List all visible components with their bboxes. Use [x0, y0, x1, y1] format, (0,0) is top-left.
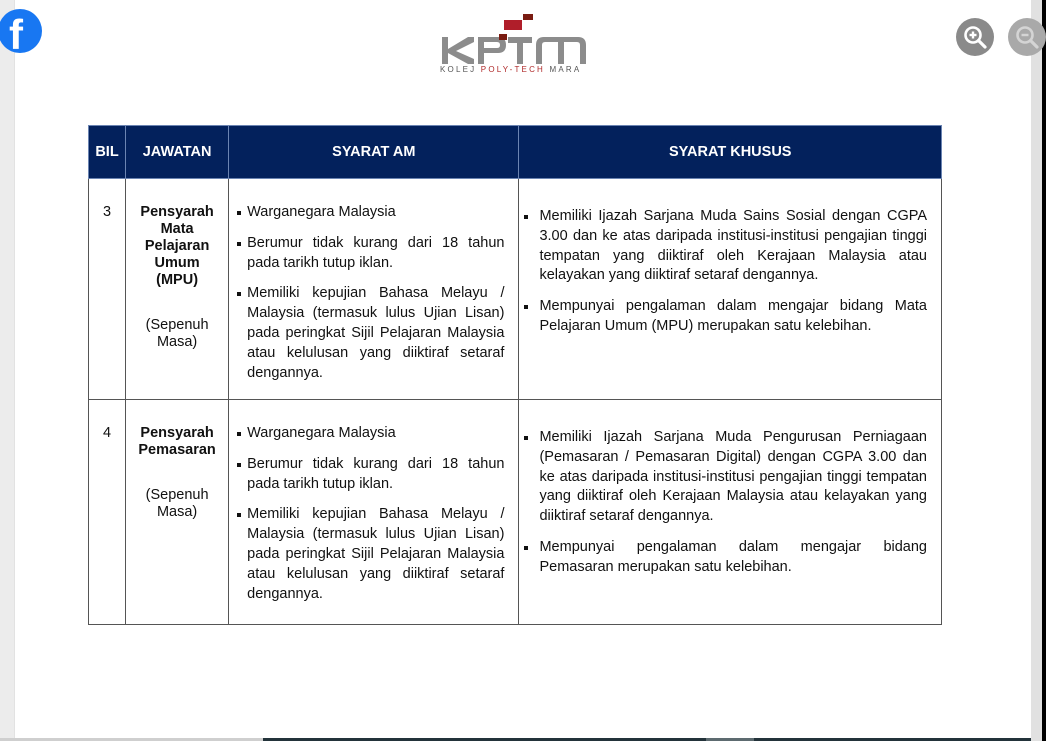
- kptm-logo-mark: [440, 12, 590, 64]
- employment-type-line: Masa): [156, 334, 198, 350]
- requirements-table: [88, 125, 942, 625]
- list-item: Warganegara Malaysia: [237, 424, 504, 444]
- zoom-in-icon: [962, 24, 988, 50]
- row-number: 3: [102, 204, 112, 220]
- cell-jawatan: [126, 179, 229, 400]
- list-item: Memiliki kepujian Bahasa Melayu / Malaysia (termasuk lulus Ujian Lisan) pada peringkat Sijil Pelajaran Malaysia atau kelulusan yang diiktiraf setaraf dengannya.: [237, 284, 504, 383]
- table-row: [89, 179, 942, 400]
- employment-type-line: (Sepenuh: [145, 317, 209, 333]
- facebook-share-button[interactable]: [0, 9, 42, 53]
- left-margin: [0, 0, 15, 741]
- position-title-line: Pemasaran: [138, 442, 216, 458]
- header-syarat-am: SYARAT AM: [229, 126, 519, 179]
- cell-syarat-am: [229, 400, 519, 625]
- list-item: Mempunyai pengalaman dalam mengajar bidang Mata Pelajaran Umum (MPU) merupakan satu kelebihan.: [539, 297, 927, 337]
- employment-type-line: Masa): [156, 504, 198, 520]
- list-item: Memiliki kepujian Bahasa Melayu / Malaysia (termasuk lulus Ujian Lisan) pada peringkat Sijil Pelajaran Malaysia atau kelulusan yang diiktiraf setaraf dengannya.: [237, 505, 504, 604]
- list-item: Memiliki Ijazah Sarjana Muda Pengurusan Perniagaan (Pemasaran / Pemasaran Digital) dengan CGPA 3.00 dan ke atas daripada institusi-institusi pengajian tinggi tempatan yang diiktiraf oleh Kerajaan Malaysia atau kelayakan yang diiktiraf setaraf dengannya.: [539, 428, 927, 527]
- zoom-in-button[interactable]: [956, 18, 994, 56]
- list-item: Berumur tidak kurang dari 18 tahun pada tarikh tutup iklan.: [237, 234, 504, 274]
- cell-syarat-khusus: [519, 179, 942, 400]
- header-jawatan: JAWATAN: [126, 126, 229, 179]
- header-syarat-khusus: SYARAT KHUSUS: [519, 126, 942, 179]
- position-title-line: Mata: [160, 221, 194, 237]
- logo-tagline: KOLEJ POLY-TECH MARA: [440, 65, 582, 74]
- table-row: [89, 400, 942, 625]
- position-title-line: Umum: [154, 255, 200, 271]
- list-item: Mempunyai pengalaman dalam mengajar bidang Pemasaran merupakan satu kelebihan.: [539, 538, 927, 578]
- vertical-scrollbar-track[interactable]: [1031, 0, 1042, 741]
- cell-syarat-khusus: [519, 400, 942, 625]
- position-title-line: Pensyarah: [140, 425, 214, 441]
- list-item: Warganegara Malaysia: [237, 203, 504, 223]
- table-header-row: [89, 126, 942, 179]
- header-bil: BIL: [89, 126, 126, 179]
- position-title-line: Pensyarah: [140, 204, 214, 220]
- position-title-line: (MPU): [156, 272, 199, 288]
- facebook-icon: f: [9, 11, 23, 53]
- zoom-out-icon: [1014, 24, 1040, 50]
- list-item: Memiliki Ijazah Sarjana Muda Sains Sosial dengan CGPA 3.00 dan ke atas daripada institusi-institusi pengajian tinggi tempatan yang diiktiraf oleh Kerajaan Malaysia atau kelayakan yang diiktiraf setaraf dengannya.: [539, 207, 927, 286]
- cell-bil: [89, 179, 126, 400]
- cell-syarat-am: [229, 179, 519, 400]
- window-edge: [1042, 0, 1046, 741]
- position-title-line: Pelajaran: [144, 238, 210, 254]
- list-item: Berumur tidak kurang dari 18 tahun pada tarikh tutup iklan.: [237, 455, 504, 495]
- kptm-logo: [440, 12, 590, 82]
- row-number: 4: [102, 425, 112, 441]
- employment-type-line: (Sepenuh: [145, 487, 209, 503]
- cell-bil: [89, 400, 126, 625]
- zoom-out-button[interactable]: [1008, 18, 1046, 56]
- cell-jawatan: [126, 400, 229, 625]
